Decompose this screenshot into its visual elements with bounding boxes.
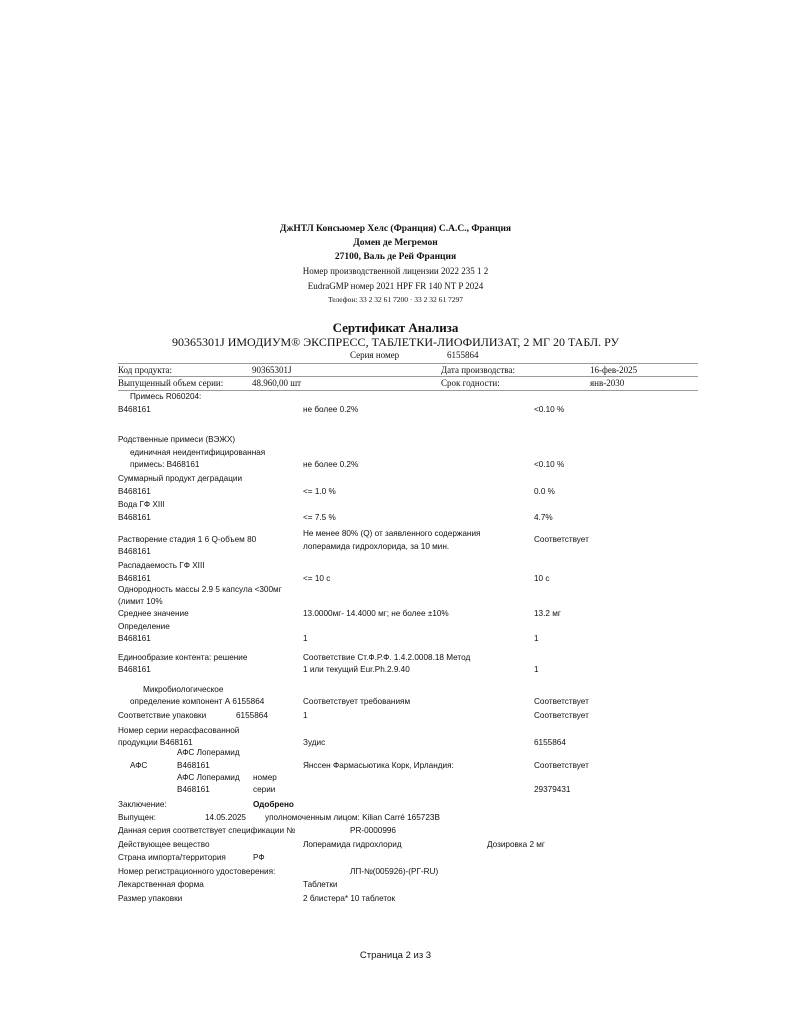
batch-number: B468161 xyxy=(118,665,151,674)
test-result: 10 с xyxy=(534,574,550,583)
production-date-label: Дата производства: xyxy=(441,365,515,375)
divider xyxy=(118,363,698,364)
test-name: Примесь R060204: xyxy=(130,392,202,401)
test-result: 1 xyxy=(534,665,539,674)
company-address-2: 27100, Валь де Рей Франция xyxy=(334,252,457,262)
test-name: определение компонент А 6155864 xyxy=(130,697,265,706)
test-name: Номер серии нерасфасованной xyxy=(118,726,240,735)
test-name: (лимит 10% xyxy=(118,597,163,606)
batch-volume-value: 48.960,00 шт xyxy=(252,378,302,388)
test-name: Родственные примеси (ВЭЖХ) xyxy=(118,435,236,444)
test-result: Соответствует xyxy=(534,761,589,770)
conclusion-label: Заключение: xyxy=(118,800,167,809)
api-name: АФС Лоперамид xyxy=(177,748,240,757)
active-substance-value: Лоперамида гидрохлорид xyxy=(303,840,402,849)
batch-number: B468161 xyxy=(118,634,151,643)
batch-number: B468161 xyxy=(118,487,151,496)
expiry-value: янв-2030 xyxy=(590,378,625,388)
product-line: 90365301J ИМОДИУМ® ЭКСПРЕСС, ТАБЛЕТКИ-ЛИОФИЛИЗАТ, 2 МГ 20 ТАБЛ. РУ xyxy=(172,335,619,349)
divider xyxy=(118,376,698,377)
test-name: Соответствие упаковки xyxy=(118,711,207,720)
batch-number: 6155864 xyxy=(236,711,268,720)
test-result: Соответствует xyxy=(534,535,589,544)
test-spec: <= 1.0 % xyxy=(303,487,336,496)
batch-volume-label: Выпущенный объем серии: xyxy=(118,378,224,388)
product-code-value: 90365301J xyxy=(252,365,292,375)
test-name: Суммарный продукт деградации xyxy=(118,474,243,483)
test-name: Среднее значение xyxy=(118,609,189,618)
released-by: уполномоченным лицом: Kilian Carré 165723B xyxy=(265,813,440,822)
dosage-form-value: Таблетки xyxy=(303,880,338,889)
country-label: Страна импорта/территория xyxy=(118,853,226,862)
batch-number: B468161 xyxy=(118,513,151,522)
batch-number: B468161 xyxy=(177,785,210,794)
api-series-label: серии xyxy=(253,785,276,794)
test-spec: Янссен Фармасьютика Корк, Ирландия: xyxy=(303,761,454,770)
test-spec: 1 xyxy=(303,634,308,643)
test-result: 4.7% xyxy=(534,513,553,522)
test-spec: не более 0.2% xyxy=(303,460,359,469)
test-spec: лоперамида гидрохлорида, за 10 мин. xyxy=(303,542,450,551)
registration-value: ЛП-№(005926)-(РГ-RU) xyxy=(350,867,439,876)
test-name: продукции B468161 xyxy=(118,738,193,747)
test-name: Распадаемость ГФ XIII xyxy=(118,561,205,570)
test-spec: 1 xyxy=(303,711,308,720)
test-name: Вода ГФ XIII xyxy=(118,500,165,509)
test-result: 0.0 % xyxy=(534,487,555,496)
expiry-label: Срок годности: xyxy=(441,378,500,388)
page-number: Страница 2 из 3 xyxy=(359,950,432,961)
test-spec: 13.0000мг- 14.4000 мг; не более ±10% xyxy=(303,609,449,618)
eudragmp-number: EudraGMP номер 2021 HPF FR 140 NT P 2024 xyxy=(307,281,484,291)
api-name: АФС Лоперамид xyxy=(177,773,240,782)
country-value: РФ xyxy=(253,853,265,862)
released-date: 14.05.2025 xyxy=(205,813,246,822)
test-subname: примесь: B468161 xyxy=(130,460,200,469)
dosage-form-label: Лекарственная форма xyxy=(118,880,204,889)
spec-number: PR-0000996 xyxy=(350,826,396,835)
test-spec: Не менее 80% (Q) от заявленного содержания xyxy=(303,529,481,538)
active-substance-label: Действующее вещество xyxy=(118,840,210,849)
company-name: ДжНТЛ Консьюмер Хелс (Франция) С.А.С., Франция xyxy=(279,224,512,234)
test-name: Микробиологическое xyxy=(143,685,224,694)
test-name: Единообразие контента: решение xyxy=(118,653,248,662)
conclusion-value: Одобрено xyxy=(253,800,294,809)
batch-number: B468161 xyxy=(118,547,151,556)
test-result: 6155864 xyxy=(534,738,566,747)
company-address-1: Домен де Мегремон xyxy=(353,238,438,248)
spec-label: Данная серия соответствует спецификации № xyxy=(118,826,296,835)
test-result: 1 xyxy=(534,634,539,643)
test-result: <0.10 % xyxy=(534,460,565,469)
test-result: 13.2 мг xyxy=(534,609,561,618)
test-spec: Соответствие Ст.Ф.Р.Ф. 1.4.2.0008.18 Метод xyxy=(303,653,471,662)
test-result: Соответствует xyxy=(534,711,589,720)
series-value: 6155864 xyxy=(447,350,479,360)
released-label: Выпущен: xyxy=(118,813,156,822)
batch-number: B468161 xyxy=(177,761,210,770)
dosage: Дозировка 2 мг xyxy=(487,840,545,849)
production-date-value: 16-фев-2025 xyxy=(590,365,638,375)
test-spec: Соответствует требованиям xyxy=(303,697,411,706)
batch-number: B468161 xyxy=(118,405,151,414)
test-spec: 1 или текущий Eur.Ph.2.9.40 xyxy=(303,665,410,674)
pack-size-label: Размер упаковки xyxy=(118,894,183,903)
phone-number: Телефон: 33 2 32 61 7200 · 33 2 32 61 7297 xyxy=(327,295,464,304)
test-spec: не более 0.2% xyxy=(303,405,359,414)
api-label: АФС xyxy=(130,761,148,770)
pack-size-value: 2 блистера* 10 таблеток xyxy=(303,894,396,903)
registration-label: Номер регистрационного удостоверения: xyxy=(118,867,276,876)
test-name: Растворение стадия 1 6 Q-объем 80 xyxy=(118,535,257,544)
test-name: Однородность массы 2.9 5 капсула <300мг xyxy=(118,585,282,594)
series-label: Серия номер xyxy=(350,350,400,360)
test-name: Определение xyxy=(118,622,170,631)
api-series-label: номер xyxy=(253,773,277,782)
license-number: Номер производственной лицензии 2022 235 1 2 xyxy=(302,266,489,276)
divider xyxy=(118,390,698,391)
document-title: Сертификат Анализа xyxy=(332,320,459,335)
test-spec: <= 10 с xyxy=(303,574,331,583)
product-code-label: Код продукта: xyxy=(118,365,173,375)
batch-number: B468161 xyxy=(118,574,151,583)
test-spec: <= 7.5 % xyxy=(303,513,336,522)
test-result: <0.10 % xyxy=(534,405,565,414)
test-spec: Зудис xyxy=(303,738,326,747)
test-result: Соответствует xyxy=(534,697,589,706)
test-result: 29379431 xyxy=(534,785,571,794)
test-subname: единичная неидентифицированная xyxy=(130,448,266,457)
